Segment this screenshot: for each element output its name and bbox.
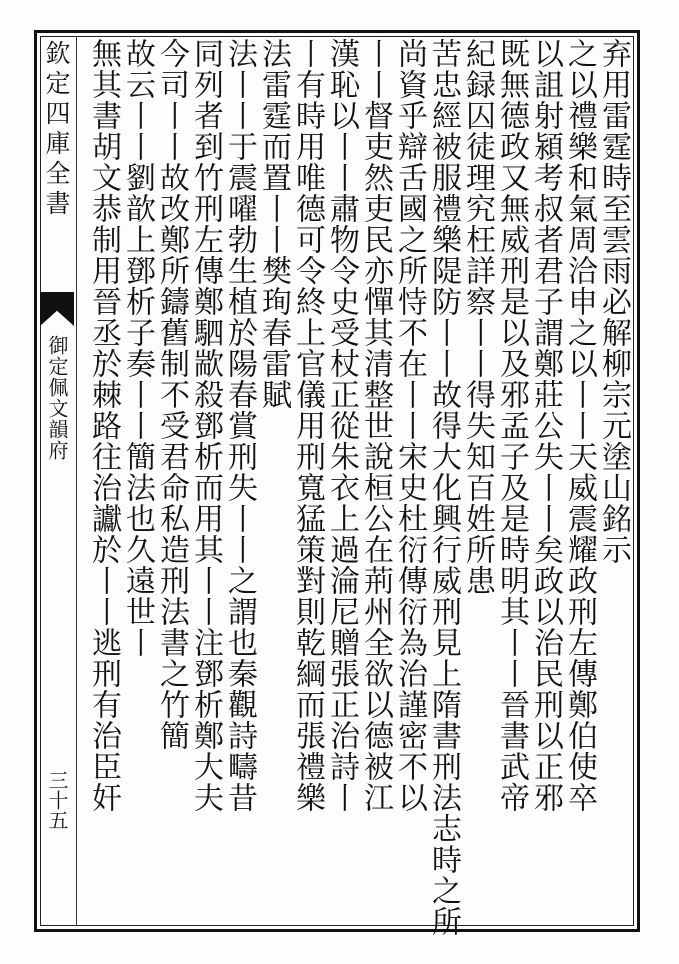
text-column-16: 無其書胡文恭制用晉丞於棘路往治讞於丨丨逃刑有治臣奸: [86, 38, 121, 813]
text-column-9: 漢恥以丨丨肅物令史受杖正從朱衣上過淪尼贈張正治詩丨: [324, 38, 359, 813]
text-column-6: 苦忠經被服禮樂隄防丨丨故得大化興行威刑見上隋書刑法志時之所: [426, 38, 461, 937]
text-column-12: 法丨丨于震嚁勃生植於陽春賞刑失丨丨之謂也秦觀詩疇昔: [222, 38, 257, 813]
text-column-1: 弃用雷霆時至雲雨必解柳宗元塗山銘示: [596, 38, 631, 565]
text-column-5: 紀録囚徒理究枉詳察丨丨得失知百姓所患: [460, 38, 495, 596]
text-column-3: 以詛射潁考叔者君子謂鄭莊公失丨丨矣政以治民刑以正邪: [528, 38, 563, 813]
margin-title: 欽定四庫全書: [42, 40, 71, 220]
page-number: 三十五: [45, 770, 69, 830]
text-column-13: 同列者到竹刑左傳鄭駟歂殺鄧析而用其丨丨注鄧析鄭大夫: [188, 38, 223, 813]
text-column-15: 故云丨丨劉歆上鄧析子奏丨丨簡法也久遠世丨: [120, 38, 155, 658]
text-column-14: 今司丨丨故改鄭所鑄舊制不受君命私造刑法書之竹簡: [154, 38, 189, 751]
text-column-7: 尚資乎辯舌國之所恃不在丨丨宋史杜衍傳衍為治謹密不以: [392, 38, 427, 813]
text-column-11: 法雷霆而置丨丨樊珣春雷賦: [256, 38, 291, 410]
text-column-2: 之以禮樂和氣周洽申之以丨丨天威震耀政刑左傳鄭伯使卒: [562, 38, 597, 813]
margin-book-title: 御定佩文韻府: [45, 335, 69, 461]
text-column-4: 既無德政又無威刑是以及邪孟子及是時明其丨丨晉書武帝: [494, 38, 529, 813]
text-column-10: 丨有時用唯德可令終上官儀用刑寬猛策對則乾綱而張禮樂: [290, 38, 325, 813]
text-column-8: 丨丨督吏然吏民亦憚其清整世說桓公在荊州全欲以德被江: [358, 38, 393, 813]
column-rule: [76, 36, 77, 926]
